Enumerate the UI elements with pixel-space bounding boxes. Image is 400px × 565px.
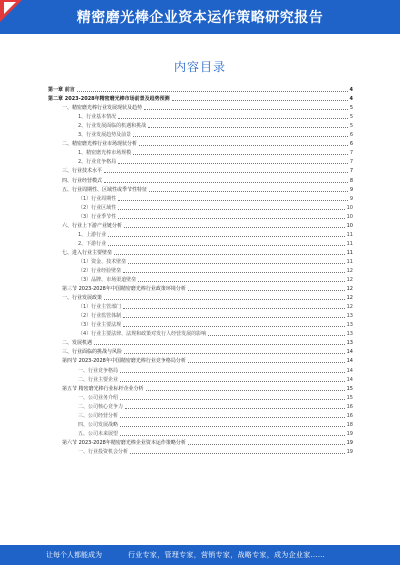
toc-entry-title: （3）行业主要法规: [78, 322, 122, 329]
toc-page-number: 11: [346, 249, 353, 256]
toc-entry[interactable]: [48, 310, 353, 319]
toc-entry[interactable]: [48, 446, 353, 455]
toc-dot-leader: [120, 417, 345, 418]
toc-entry[interactable]: [48, 283, 353, 292]
toc-entry[interactable]: [48, 111, 353, 120]
toc-entry-title: 四、公司发展战略: [78, 421, 119, 428]
toc-entry[interactable]: [48, 138, 353, 147]
toc-page-number: 6: [349, 132, 353, 139]
toc-dot-leader: [108, 236, 344, 237]
toc-page-number: 12: [346, 286, 353, 293]
toc-page-number: 19: [346, 430, 353, 437]
toc-dot-leader: [133, 154, 348, 155]
toc-entry-title: 三、行业面临的挑战与风险: [62, 349, 123, 356]
toc-dot-leader: [120, 399, 345, 400]
toc-entry[interactable]: [48, 265, 353, 274]
toc-dot-leader: [118, 209, 344, 210]
toc-entry-title: 五、行业周期性、区域性或季节性特征: [62, 186, 148, 193]
report-title: 精密磨光棒企业资本运作策略研究报告: [76, 10, 324, 26]
toc-entry[interactable]: [48, 292, 353, 301]
toc-dot-leader: [94, 344, 345, 345]
toc-entry[interactable]: [48, 147, 353, 156]
toc-dot-leader: [123, 317, 344, 318]
toc-entry[interactable]: [48, 364, 353, 373]
toc-entry[interactable]: [48, 93, 353, 102]
toc-page-number: 10: [346, 204, 353, 211]
toc-entry[interactable]: [48, 156, 353, 165]
toc-entry-title: 2、下游行业: [78, 240, 107, 247]
toc-dot-leader: [118, 218, 344, 219]
toc-entry-title: 七、进入行业主要壁垒: [62, 249, 113, 256]
toc-entry[interactable]: [48, 220, 353, 229]
toc-entry[interactable]: [48, 120, 353, 129]
toc-dot-leader: [120, 435, 345, 436]
toc-dot-leader: [172, 100, 348, 101]
toc-entry-title: （4）行业主要法律、法规和政策对发行人经营发展的影响: [78, 331, 207, 338]
toc-entry[interactable]: [48, 238, 353, 247]
toc-dot-leader: [118, 118, 348, 119]
toc-page-number: 13: [346, 331, 353, 338]
toc-entry[interactable]: [48, 211, 353, 220]
toc-entry-title: 第三节 2023-2028年中国精密磨光棒行业政策环境分析: [62, 286, 186, 293]
toc-page-number: 19: [346, 448, 353, 455]
toc-entry-title: 二、精密磨光棒行业市场现状分析: [62, 141, 138, 148]
toc-entry-title: 一、行业发展政策: [62, 295, 103, 302]
toc-entry[interactable]: [48, 383, 353, 392]
toc-entry-title: （1）行业主管部门: [78, 304, 122, 311]
toc-entry-title: 二、行业主要企业: [78, 376, 119, 383]
toc-entry-title: （2）行业区域性: [78, 204, 117, 211]
toc-entry[interactable]: [48, 184, 353, 193]
toc-entry[interactable]: [48, 437, 353, 446]
toc-page-number: 11: [346, 240, 353, 247]
toc-entry-title: 三、公司经营分析: [78, 412, 119, 419]
toc-dot-leader: [146, 390, 345, 391]
toc-dot-leader: [128, 263, 344, 264]
toc-entry-title: 2、行业发展面临的机遇和挑战: [78, 123, 147, 130]
toc-entry-title: 一、行业竞争格局: [78, 367, 119, 374]
toc-dot-leader: [188, 444, 345, 445]
toc-page-number: 12: [346, 304, 353, 311]
toc-entry-title: （2）行业经验壁垒: [78, 267, 122, 274]
toc-entry-title: 第六节 2023-2028年精密磨光棒企业资本运作策略分析: [62, 439, 186, 446]
toc-dot-leader: [120, 372, 345, 373]
toc-entry-title: 第二章 2023-2028年精密磨光棒市场前景及趋势预测: [48, 96, 170, 103]
toc-page-number: 7: [349, 150, 353, 157]
toc-entry-title: 1、行业基本情况: [78, 114, 117, 121]
toc-entry-title: 二、公司核心竞争力: [78, 403, 124, 410]
toc-dot-leader: [188, 362, 345, 363]
toc-page-number: 12: [346, 267, 353, 274]
toc-entry[interactable]: [48, 301, 353, 310]
toc-dot-leader: [120, 426, 345, 427]
toc-entry[interactable]: [48, 129, 353, 138]
footer-bar: [0, 545, 400, 565]
toc-entry[interactable]: [48, 419, 353, 428]
toc-entry-title: 一、公司业务介绍: [78, 394, 119, 401]
toc-page-number: 15: [346, 394, 353, 401]
toc-entry-title: 1、精密磨光棒市场规模: [78, 150, 132, 157]
toc-entry-title: 2、行业竞争格局: [78, 159, 117, 166]
toc-entry-title: 1、上游行业: [78, 231, 107, 238]
toc-page-number: 16: [346, 412, 353, 419]
toc-entry-title: 第一章 前言: [48, 87, 75, 94]
toc-entry[interactable]: [48, 392, 353, 401]
toc-dot-leader: [124, 353, 345, 354]
toc-dot-leader: [108, 245, 344, 246]
footer-slogan-right: 行业专家，管理专家，营销专家，战略专家，成为企业家……: [128, 551, 326, 559]
toc-entry[interactable]: [48, 319, 353, 328]
toc-entry-title: 一、行业投资机会分析: [78, 448, 129, 455]
toc-dot-leader: [139, 145, 348, 146]
toc-dot-leader: [104, 299, 345, 300]
toc-entry-title: （1）资金、技术壁垒: [78, 258, 127, 265]
toc-entry[interactable]: [48, 355, 353, 364]
toc-entry-title: 第四节 2023-2028年中国精密磨光棒行业竞争格局分析: [62, 358, 186, 365]
toc-entry-title: 一、精密磨光棒行业发展现状及趋势: [62, 105, 143, 112]
table-of-contents: [48, 84, 353, 455]
toc-entry[interactable]: [48, 274, 353, 283]
toc-entry[interactable]: [48, 346, 353, 355]
toc-dot-leader: [125, 408, 345, 409]
toc-page-number: 8: [349, 177, 353, 184]
toc-dot-leader: [208, 335, 344, 336]
toc-entry[interactable]: [48, 229, 353, 238]
toc-entry-title: 第五节 精密磨光棒行业标杆企业分析: [62, 385, 144, 392]
toc-dot-leader: [124, 227, 345, 228]
toc-dot-leader: [130, 453, 345, 454]
toc-heading: 内容目录: [173, 60, 226, 74]
toc-page-number: 14: [346, 349, 353, 356]
toc-entry-title: 3、行业发展趋势及前景: [78, 132, 132, 139]
toc-dot-leader: [123, 326, 344, 327]
toc-entry[interactable]: [48, 193, 353, 202]
toc-page-number: 4: [349, 96, 353, 103]
toc-dot-leader: [118, 163, 348, 164]
toc-page-number: 9: [349, 195, 353, 202]
toc-entry-title: 二、发展机遇: [62, 340, 93, 347]
toc-page-number: 12: [346, 277, 353, 284]
toc-entry[interactable]: [48, 328, 353, 337]
toc-dot-leader: [148, 127, 348, 128]
toc-page-number: 14: [346, 376, 353, 383]
toc-dot-leader: [133, 136, 348, 137]
toc-entry-title: 五、公司未来展望: [78, 430, 119, 437]
toc-entry[interactable]: [48, 428, 353, 437]
toc-page-number: 14: [346, 367, 353, 374]
toc-dot-leader: [144, 109, 348, 110]
toc-entry[interactable]: [48, 401, 353, 410]
toc-entry-title: （2）行业监管体制: [78, 313, 122, 320]
toc-page-number: 14: [346, 358, 353, 365]
toc-page-number: 10: [346, 213, 353, 220]
toc-dot-leader: [188, 290, 345, 291]
toc-entry-title: （3）品牌、市场渠道壁垒: [78, 277, 137, 284]
toc-dot-leader: [114, 254, 345, 255]
toc-entry[interactable]: [48, 247, 353, 256]
toc-page-number: 9: [349, 186, 353, 193]
toc-entry[interactable]: [48, 102, 353, 111]
toc-dot-leader: [118, 200, 348, 201]
toc-dot-leader: [123, 272, 344, 273]
toc-page-number: 13: [346, 313, 353, 320]
toc-page-number: 19: [346, 439, 353, 446]
toc-entry-title: （1）行业周期性: [78, 195, 117, 202]
toc-page-number: 11: [346, 231, 353, 238]
toc-page-number: 5: [349, 114, 353, 121]
toc-dot-leader: [138, 281, 344, 282]
toc-page-number: 16: [346, 403, 353, 410]
toc-dot-leader: [149, 191, 348, 192]
toc-page-number: 5: [349, 123, 353, 130]
toc-entry-title: （3）行业季节性: [78, 213, 117, 220]
toc-entry[interactable]: [48, 374, 353, 383]
toc-dot-leader: [104, 182, 348, 183]
toc-page-number: 4: [349, 87, 353, 94]
footer-slogan-left: 让每个人都能成为: [46, 551, 102, 559]
toc-dot-leader: [120, 381, 345, 382]
toc-page-number: 5: [349, 105, 353, 112]
toc-page-number: 12: [346, 295, 353, 302]
toc-entry-title: 六、行业上下游产业链分析: [62, 222, 123, 229]
toc-page-number: 7: [349, 159, 353, 166]
toc-page-number: 11: [346, 258, 353, 265]
toc-dot-leader: [104, 172, 348, 173]
toc-entry[interactable]: [48, 84, 353, 93]
toc-entry[interactable]: [48, 202, 353, 211]
toc-entry[interactable]: [48, 165, 353, 174]
toc-dot-leader: [77, 91, 348, 92]
toc-entry[interactable]: [48, 256, 353, 265]
toc-entry[interactable]: [48, 174, 353, 183]
toc-entry-title: 四、行业经营模式: [62, 177, 103, 184]
toc-page-number: 13: [346, 322, 353, 329]
toc-dot-leader: [123, 308, 344, 309]
toc-page-number: 13: [346, 340, 353, 347]
toc-entry[interactable]: [48, 337, 353, 346]
toc-entry-title: 三、行业技术水平: [62, 168, 103, 175]
toc-page-number: 7: [349, 168, 353, 175]
toc-page-number: 6: [349, 141, 353, 148]
toc-page-number: 18: [346, 421, 353, 428]
toc-page-number: 10: [346, 222, 353, 229]
toc-entry[interactable]: [48, 410, 353, 419]
toc-page-number: 15: [346, 385, 353, 392]
